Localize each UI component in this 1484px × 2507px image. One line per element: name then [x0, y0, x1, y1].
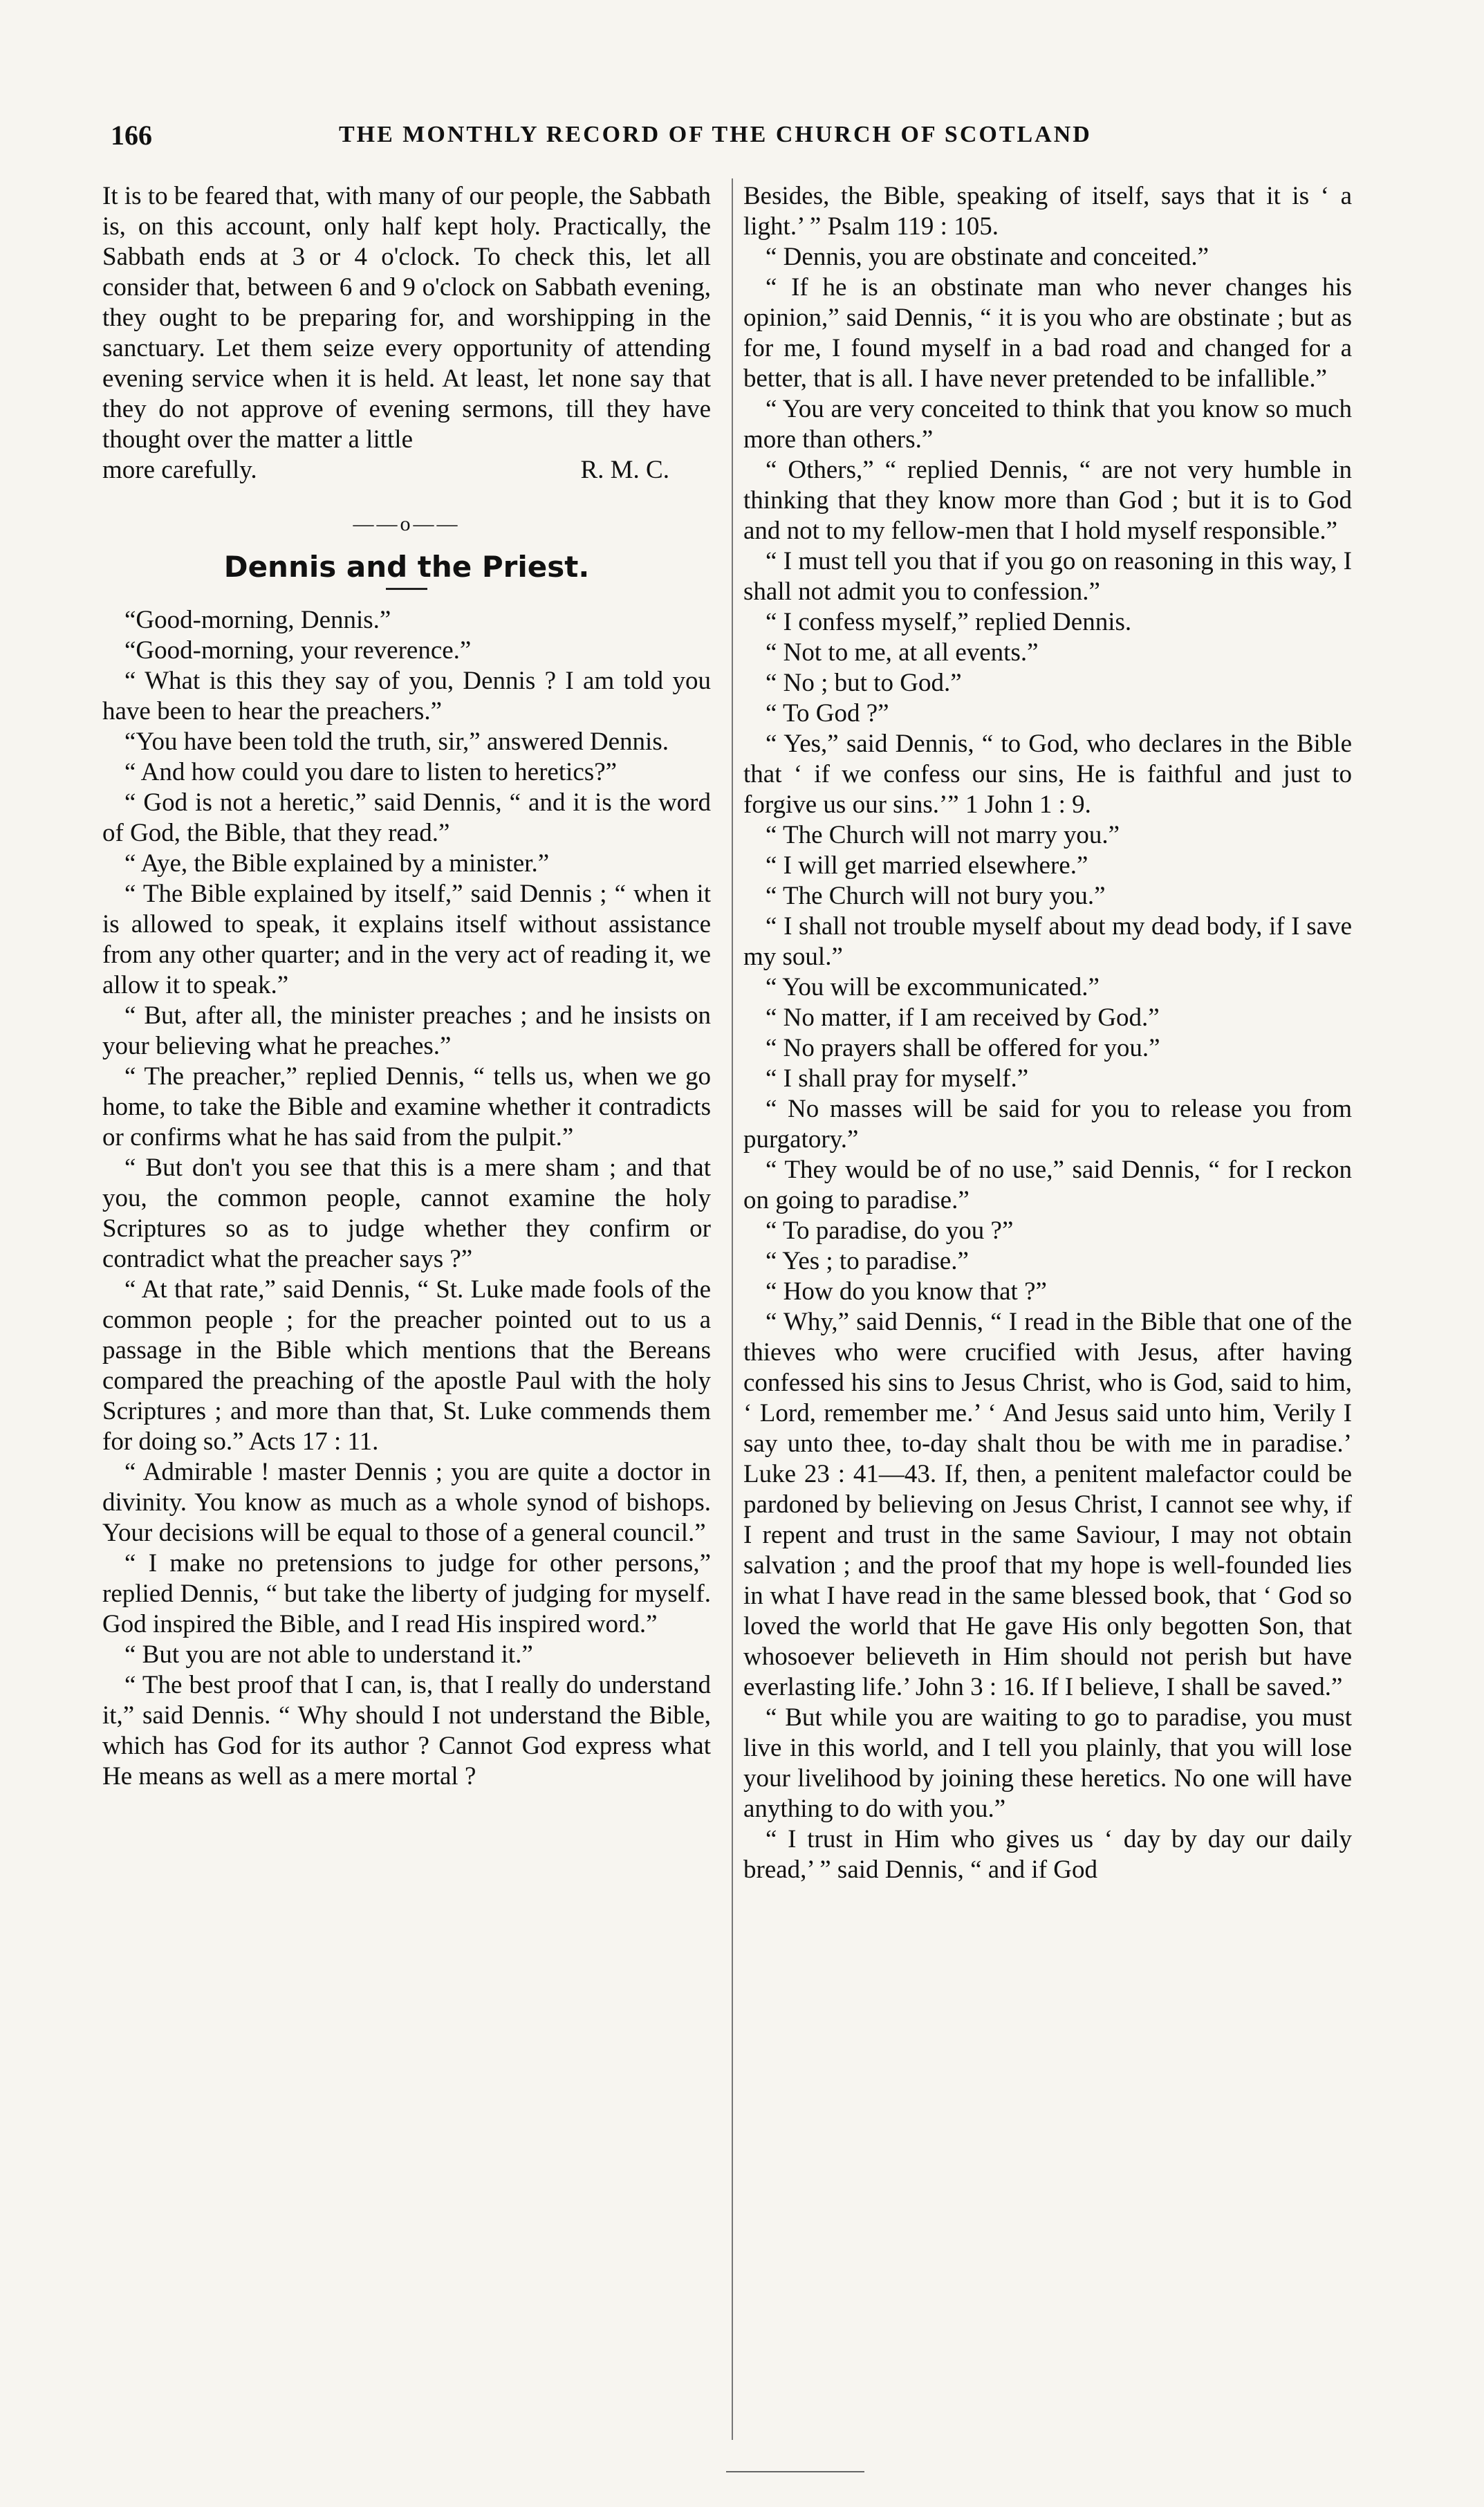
- signature-line: [102, 455, 711, 485]
- paragraph: “ Others,” “ replied Dennis, “ are not very humble in thinking that they know more than God ; but it is to God and not to my fellow-men that I hold myself responsible.”: [743, 456, 1352, 545]
- paragraph: “ What is this they say of you, Dennis ? I am told you have been to hear the preachers.”: [102, 667, 711, 725]
- paragraph: “ At that rate,” said Dennis, “ St. Luke made fools of the common people ; for the preacher pointed out to us a passage in the Bible which mentions that the Bereans compared the preaching of the apostle Paul with the holy Scriptures ; and more than that, St. Luke commends them for doing so.” Acts 17 : 11.: [102, 1275, 711, 1456]
- column-divider: [732, 178, 733, 2440]
- paragraph: “ Aye, the Bible explained by a minister.”: [124, 849, 550, 878]
- paragraph: “ No masses will be said for you to release you from purgatory.”: [743, 1095, 1352, 1154]
- paragraph: “ How do you know that ?”: [766, 1277, 1047, 1306]
- paragraph: “ Not to me, at all events.”: [766, 638, 1039, 667]
- intro-end: more carefully.: [102, 456, 257, 484]
- paragraph: “ No ; but to God.”: [766, 669, 962, 697]
- paragraph: “ I shall not trouble myself about my dead body, if I save my soul.”: [743, 912, 1352, 971]
- paragraph: “ I make no pretensions to judge for other persons,” replied Dennis, “ but take the liberty of judging for myself. God inspired the Bible, and I read His inspired word.”: [102, 1549, 711, 1638]
- paragraph: “ I shall pray for myself.”: [766, 1064, 1029, 1093]
- paragraph: “ God is not a heretic,” said Dennis, “ and it is the word of God, the Bible, that they read.”: [102, 788, 711, 847]
- paragraph: “ The preacher,” replied Dennis, “ tells us, when we go home, to take the Bible and examine whether it contradicts or confirms what he has said from the pulpit.”: [102, 1062, 711, 1151]
- author-signature: R. M. C.: [580, 456, 669, 484]
- intro-paragraph: It is to be feared that, with many of our people, the Sabbath is, on this account, only half kept holy. Practically, the Sabbath ends at 3 or 4 o'clock. To check this, let all consider that, between 6 and 9 o'clock on Sabbath evening, they ought to be preparing for, and worshipping in the sanctuary. Let them seize every opportunity of attending evening service when it is held. At least, let none say that they do not approve of evening sermons, till they have thought over the matter a little: [102, 182, 711, 454]
- paragraph: “You have been told the truth, sir,” answered Dennis.: [124, 728, 669, 756]
- paragraph: “ The Church will not marry you.”: [766, 821, 1120, 849]
- paragraph: “ If he is an obstinate man who never changes his opinion,” said Dennis, “ it is you who are obstinate ; but as for me, I found myself in a bad road and changed for a better, that is all. I have never pretended to be infallible.”: [743, 273, 1352, 393]
- right-column: [743, 181, 1352, 1885]
- paragraph: “ But, after all, the minister preaches ; and he insists on your believing what he preaches.”: [102, 1001, 711, 1060]
- paragraph: “ But you are not able to understand it.”: [124, 1640, 533, 1669]
- paragraph: “ I trust in Him who gives us ‘ day by day our daily bread,’ ” said Dennis, “ and if God: [743, 1825, 1352, 1884]
- paragraph: “ Dennis, you are obstinate and conceited.”: [766, 243, 1209, 271]
- paragraph: “ To God ?”: [766, 699, 889, 728]
- paragraph: “ I must tell you that if you go on reasoning in this way, I shall not admit you to confession.”: [743, 547, 1352, 606]
- paragraph: Besides, the Bible, speaking of itself, says that it is ‘ a light.’ ” Psalm 119 : 105.: [743, 182, 1352, 241]
- paragraph: “ To paradise, do you ?”: [766, 1217, 1014, 1245]
- paragraph: “ Yes,” said Dennis, “ to God, who declares in the Bible that ‘ if we confess our sins, He is faithful and just to forgive us our sins.’” 1 John 1 : 9.: [743, 730, 1352, 819]
- paragraph: “ And how could you dare to listen to heretics?”: [124, 758, 618, 786]
- paragraph: “ But while you are waiting to go to paradise, you must live in this world, and I tell you plainly, that you will lose your livelihood by joining these heretics. No one will have anything to do with you.”: [743, 1703, 1352, 1823]
- running-title: THE MONTHLY RECORD OF THE CHURCH OF SCOTLAND: [339, 122, 1092, 147]
- title-rule: [386, 588, 427, 590]
- paragraph: “ Yes ; to paradise.”: [766, 1247, 969, 1275]
- article-title: Dennis and the Priest.: [223, 550, 590, 584]
- paragraph: “ No matter, if I am received by God.”: [766, 1003, 1160, 1032]
- left-column: [102, 181, 711, 1792]
- paragraph: “ The Church will not bury you.”: [766, 882, 1106, 910]
- section-separator: ——o——: [353, 512, 461, 535]
- paragraph: “ But don't you see that this is a mere sham ; and that you, the common people, cannot examine the holy Scriptures so as to judge whether they confirm or contradict what the preacher says ?”: [102, 1154, 711, 1273]
- paragraph: “ You will be excommunicated.”: [766, 973, 1100, 1001]
- paragraph: “ No prayers shall be offered for you.”: [766, 1034, 1160, 1062]
- paragraph: “ They would be of no use,” said Dennis, “ for I reckon on going to paradise.”: [743, 1156, 1352, 1214]
- paragraph: “ Why,” said Dennis, “ I read in the Bible that one of the thieves who were crucified with Jesus, after having confessed his sins to Jesus Christ, who is God, said to him, ‘ Lord, remember me.’ ‘ And Jesus said unto him, Verily I say unto thee, to-day shalt thou be with me in paradise.’ Luke 23 : 41—43. If, then, a penitent malefactor could be pardoned by believing on Jesus Christ, I cannot see why, if I repent and trust in the same Saviour, I may not obtain salvation ; and the proof that my hope is well-founded lies in what I have read in the same blessed book, that ‘ God so loved the world that He gave His only begotten Son, that whosoever believeth in Him should not perish but have everlasting life.’ John 3 : 16. If I believe, I shall be saved.”: [743, 1308, 1352, 1701]
- paragraph: “ I will get married elsewhere.”: [766, 851, 1088, 880]
- paragraph: “ I confess myself,” replied Dennis.: [766, 608, 1132, 636]
- paragraph: “ The best proof that I can, is, that I really do understand it,” said Dennis. “ Why should I not understand the Bible, which has God for its author ? Cannot God express what He means as well as a mere mortal ?: [102, 1671, 711, 1791]
- paragraph: “ The Bible explained by itself,” said Dennis ; “ when it is allowed to speak, it explains itself without assistance from any other quarter; and in the very act of reading it, we allow it to speak.”: [102, 880, 711, 999]
- paragraph: “Good-morning, your reverence.”: [124, 636, 472, 665]
- paragraph: “ You are very conceited to think that you know so much more than others.”: [743, 395, 1352, 454]
- page-number: 166: [111, 120, 152, 151]
- paragraph: “Good-morning, Dennis.”: [124, 606, 391, 634]
- page-header: [111, 119, 1362, 152]
- footer-rule: [726, 2471, 864, 2472]
- paragraph: “ Admirable ! master Dennis ; you are quite a doctor in divinity. You know as much as a whole synod of bishops. Your decisions will be equal to those of a general council.”: [102, 1458, 711, 1547]
